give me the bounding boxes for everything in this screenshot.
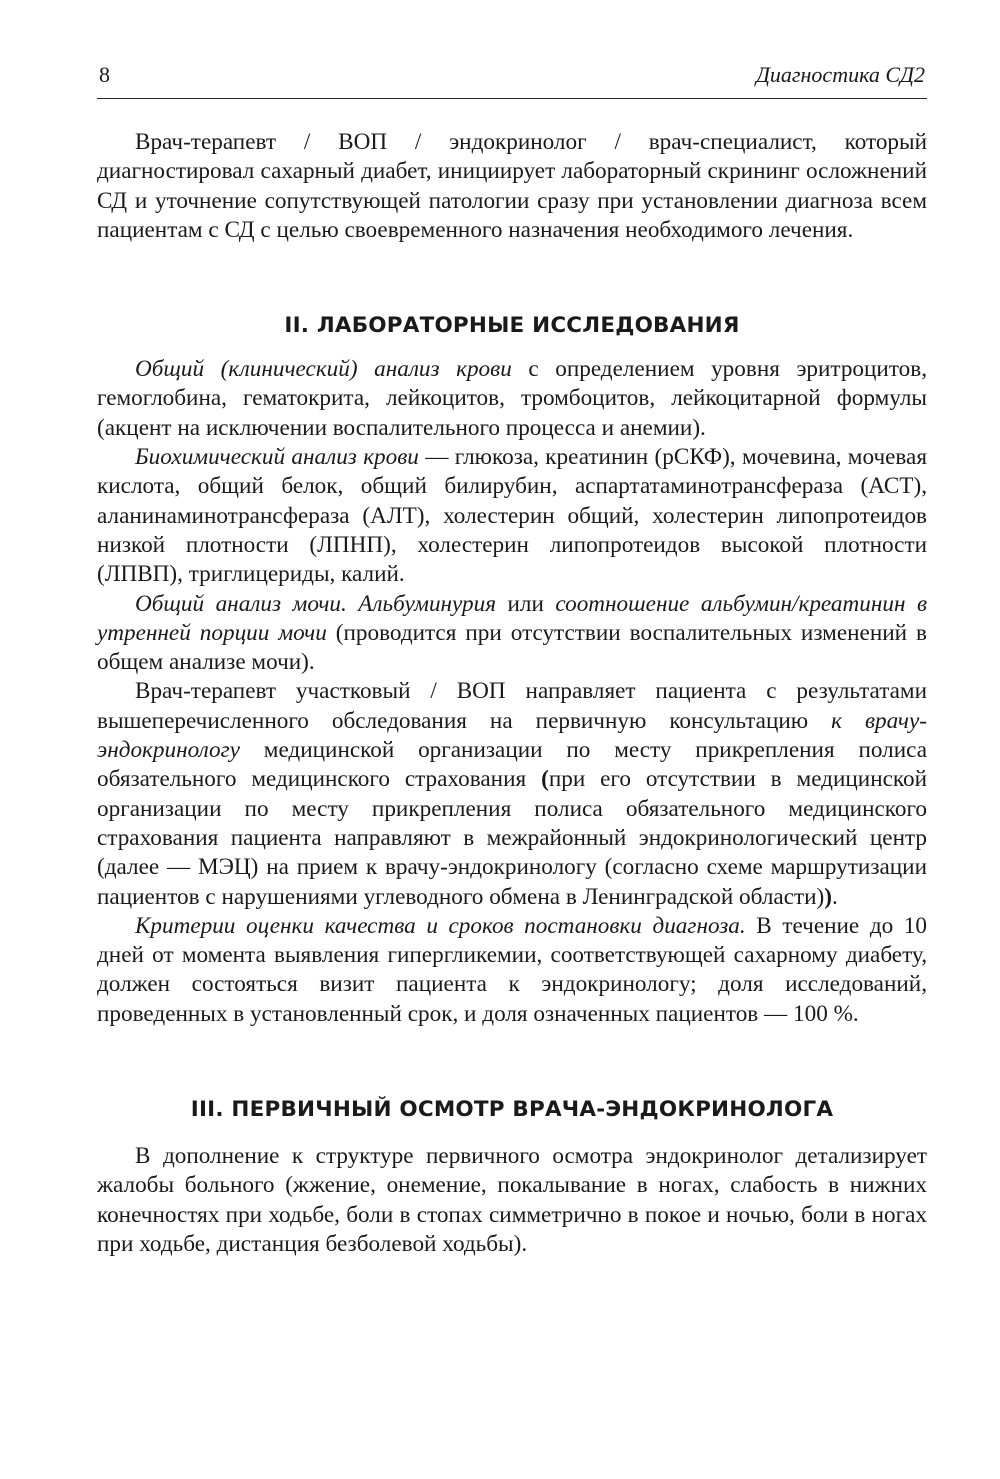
paragraph-text: при его отсутствии в медицинской организации по месту прикрепления полиса обязательного медицинского страхования пациента направляют в межрайонный эндокринологический центр (далее — МЭЦ) на прием к врачу-эндокринологу (согласно схеме маршрутизации пациентов с нарушениями углеводного обмена в Ленинградской области)	[97, 766, 927, 910]
paragraph-text: с определением уровня эритроцитов, гемоглобина, гематокрита, лейкоцитов, тромбоцитов, лейкоцитарной формулы (акцент на исключении воспалительного процесса и анемии).	[97, 356, 927, 441]
term-albumin-creatinine: соотношение альбумин/креатинин в утренней порции мочи	[97, 590, 928, 646]
paragraph-text: В течение до 10 дней от момента выявления гипергликемии, соответствующей сахарному диабету, должен состояться визит пациента к эндокринологу; доля исследований, проведенных в установленный срок, и доля означенных пациентов — 100 %.	[97, 912, 927, 1027]
paragraph-text: или	[496, 590, 556, 617]
document-page	[97, 58, 927, 1259]
running-title: Диагностика СД2	[755, 62, 925, 87]
paragraph-urinalysis	[97, 590, 927, 678]
paragraph-text: В дополнение к структуре первичного осмотра эндокринолог детализирует жалобы больного (жжение, онемение, покалывание в ногах, слабость в нижних конечностях при ходьбе, боли в стопах симметрично в покое и ночью, боли в ногах при ходьбе, дистанция безболевой ходьбы).	[97, 1143, 927, 1257]
paragraph-text: — глюкоза, креатинин (рСКФ), мочевина, мочевая кислота, общий белок, общий билирубин, аспартатаминотрансфераза (АСТ), аланинаминотрансфераза (АЛТ), холестерин общий, холестерин липопротеидов низкой плотности (ЛПНП), холестерин липопротеидов высокой плотности (ЛПВП), триглицериды, калий.	[97, 444, 927, 588]
paragraph-complaints	[97, 1142, 927, 1259]
paragraph-text: (проводится при отсутствии воспалительных изменений в общем анализе мочи).	[97, 619, 927, 676]
term-endocrinologist: к врачу-эндокринологу	[97, 707, 927, 764]
term-blood-count: Общий (клинический) анализ крови	[135, 356, 512, 383]
paragraph-text: Врач-терапевт участковый / ВОП направляет пациента с результатами вышеперечисленного обследования на первичную консультацию	[97, 678, 927, 734]
section-heading-primary-exam: III. ПЕРВИЧНЫЙ ОСМОТР ВРАЧА-ЭНДОКРИНОЛОГА	[190, 1097, 834, 1123]
close-paren: )	[824, 883, 832, 910]
running-header	[97, 58, 927, 99]
paragraph-referral	[97, 677, 927, 911]
paragraph-quality-criteria	[97, 912, 927, 1029]
section-heading-laboratory: II. ЛАБОРАТОРНЫЕ ИССЛЕДОВАНИЯ	[284, 313, 740, 339]
term-quality-criteria: Критерии оценки качества и сроков постановки диагноза.	[135, 912, 746, 939]
term-biochemistry: Биохимический анализ крови	[135, 444, 419, 471]
page-number: 8	[99, 62, 110, 87]
term-urinalysis: Общий анализ мочи. Альбуминурия	[135, 590, 497, 617]
paragraph-biochemistry	[97, 443, 927, 589]
intro-text: Врач-терапевт / ВОП / эндокринолог / врач-специалист, который диагностировал сахарный диабет, инициирует лабораторный скрининг осложнений СД и уточнение сопутствующей патологии сразу при установлении диагноза всем пациентам с СД с целью своевременного назначения необходимого лечения.	[97, 129, 927, 243]
open-paren: (	[541, 766, 549, 793]
paragraph-end: .	[832, 883, 838, 910]
intro-paragraph	[97, 128, 927, 245]
paragraph-text: медицинской организации по месту прикрепления полиса обязательного медицинского страхования	[97, 737, 927, 793]
paragraph-blood-count	[97, 355, 927, 443]
